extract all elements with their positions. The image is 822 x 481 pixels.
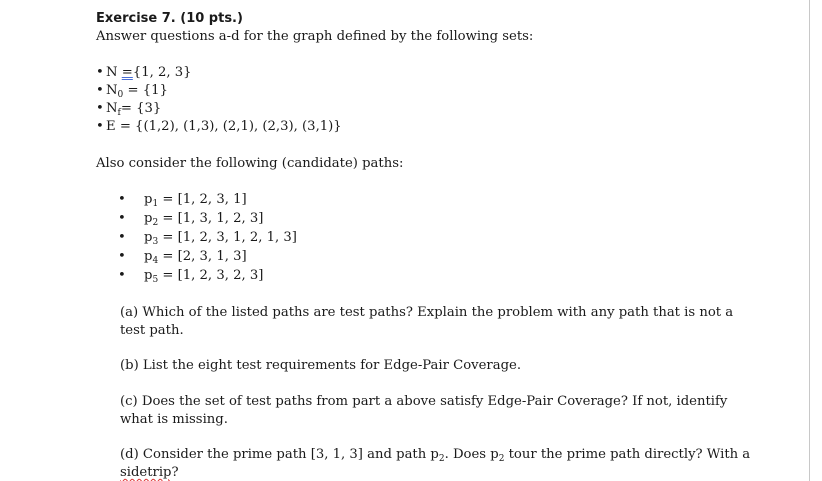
path-item-5 bbox=[144, 267, 263, 285]
list-bullet: • bbox=[118, 230, 126, 245]
set-n-value: {1, 2, 3} bbox=[132, 65, 192, 80]
path-sub: 5 bbox=[152, 275, 159, 285]
question-d-text: tour the prime path directly? With a bbox=[504, 447, 751, 462]
path-value: = [1, 2, 3, 1] bbox=[158, 192, 247, 207]
path-value: = [1, 3, 1, 2, 3] bbox=[158, 211, 264, 226]
set-nf-sub: f bbox=[117, 108, 121, 118]
path-base: p bbox=[144, 268, 153, 283]
exercise-title: Exercise 7. (10 pts.) bbox=[96, 11, 243, 26]
bullet: • bbox=[96, 65, 104, 80]
path-value: = [1, 2, 3, 2, 3] bbox=[158, 268, 264, 283]
path-item-4 bbox=[144, 248, 247, 266]
question-d-sub: 2 bbox=[438, 454, 445, 464]
set-n-label: N bbox=[106, 65, 118, 80]
question-c: (c) Does the set of test paths from part a above satisfy Edge-Pair Coverage? If not, identify what is missing. bbox=[120, 394, 728, 427]
path-value: = [2, 3, 1, 3] bbox=[158, 249, 247, 264]
bullet: • bbox=[96, 83, 104, 98]
path-sub: 2 bbox=[152, 218, 159, 228]
list-bullet: • bbox=[118, 211, 126, 226]
path-value: = [1, 2, 3, 1, 2, 1, 3] bbox=[158, 230, 297, 245]
set-n0-base: N bbox=[106, 83, 118, 98]
exercise-intro: Answer questions a-d for the graph defined by the following sets: bbox=[96, 29, 534, 44]
question-d-sub: 2 bbox=[498, 454, 505, 464]
set-nf-base: N bbox=[106, 101, 118, 116]
question-d-continued bbox=[120, 464, 179, 481]
bullet: • bbox=[96, 101, 104, 116]
path-sub: 3 bbox=[152, 237, 159, 247]
path-item-2 bbox=[144, 210, 263, 228]
set-nf-value: = {3} bbox=[120, 101, 162, 116]
path-base: p bbox=[144, 230, 153, 245]
path-item-3 bbox=[144, 229, 297, 247]
question-d bbox=[120, 446, 750, 464]
path-base: p bbox=[144, 192, 153, 207]
set-nf bbox=[96, 100, 161, 118]
question-b: (b) List the eight test requirements for Edge-Pair Coverage. bbox=[120, 358, 522, 373]
list-bullet: • bbox=[118, 249, 126, 264]
set-n bbox=[96, 64, 192, 82]
set-e bbox=[96, 118, 342, 136]
set-n0-sub: 0 bbox=[117, 90, 124, 100]
spellcheck-word: sidetrip bbox=[120, 465, 172, 480]
question-d-end: ? bbox=[171, 465, 179, 480]
path-sub: 4 bbox=[152, 256, 159, 266]
paths-intro: Also consider the following (candidate) paths: bbox=[96, 156, 404, 171]
question-a: (a) Which of the listed paths are test paths? Explain the problem with any path that is not a test path. bbox=[120, 305, 734, 338]
bullet: • bbox=[96, 119, 104, 134]
set-e-text: E = {(1,2), (1,3), (2,1), (2,3), (3,1)} bbox=[106, 119, 342, 134]
path-base: p bbox=[144, 249, 153, 264]
question-d-text: (d) Consider the prime path [3, 1, 3] and path p bbox=[120, 447, 439, 462]
path-item-1 bbox=[144, 191, 247, 209]
question-d-text: . Does p bbox=[444, 447, 499, 462]
set-n0-value: = {1} bbox=[123, 83, 168, 98]
page-margin-rule bbox=[809, 0, 810, 481]
set-n-eq: = bbox=[121, 65, 133, 80]
list-bullet: • bbox=[118, 192, 126, 207]
list-bullet: • bbox=[118, 268, 126, 283]
set-n0 bbox=[96, 82, 168, 100]
path-base: p bbox=[144, 211, 153, 226]
path-sub: 1 bbox=[152, 199, 159, 209]
